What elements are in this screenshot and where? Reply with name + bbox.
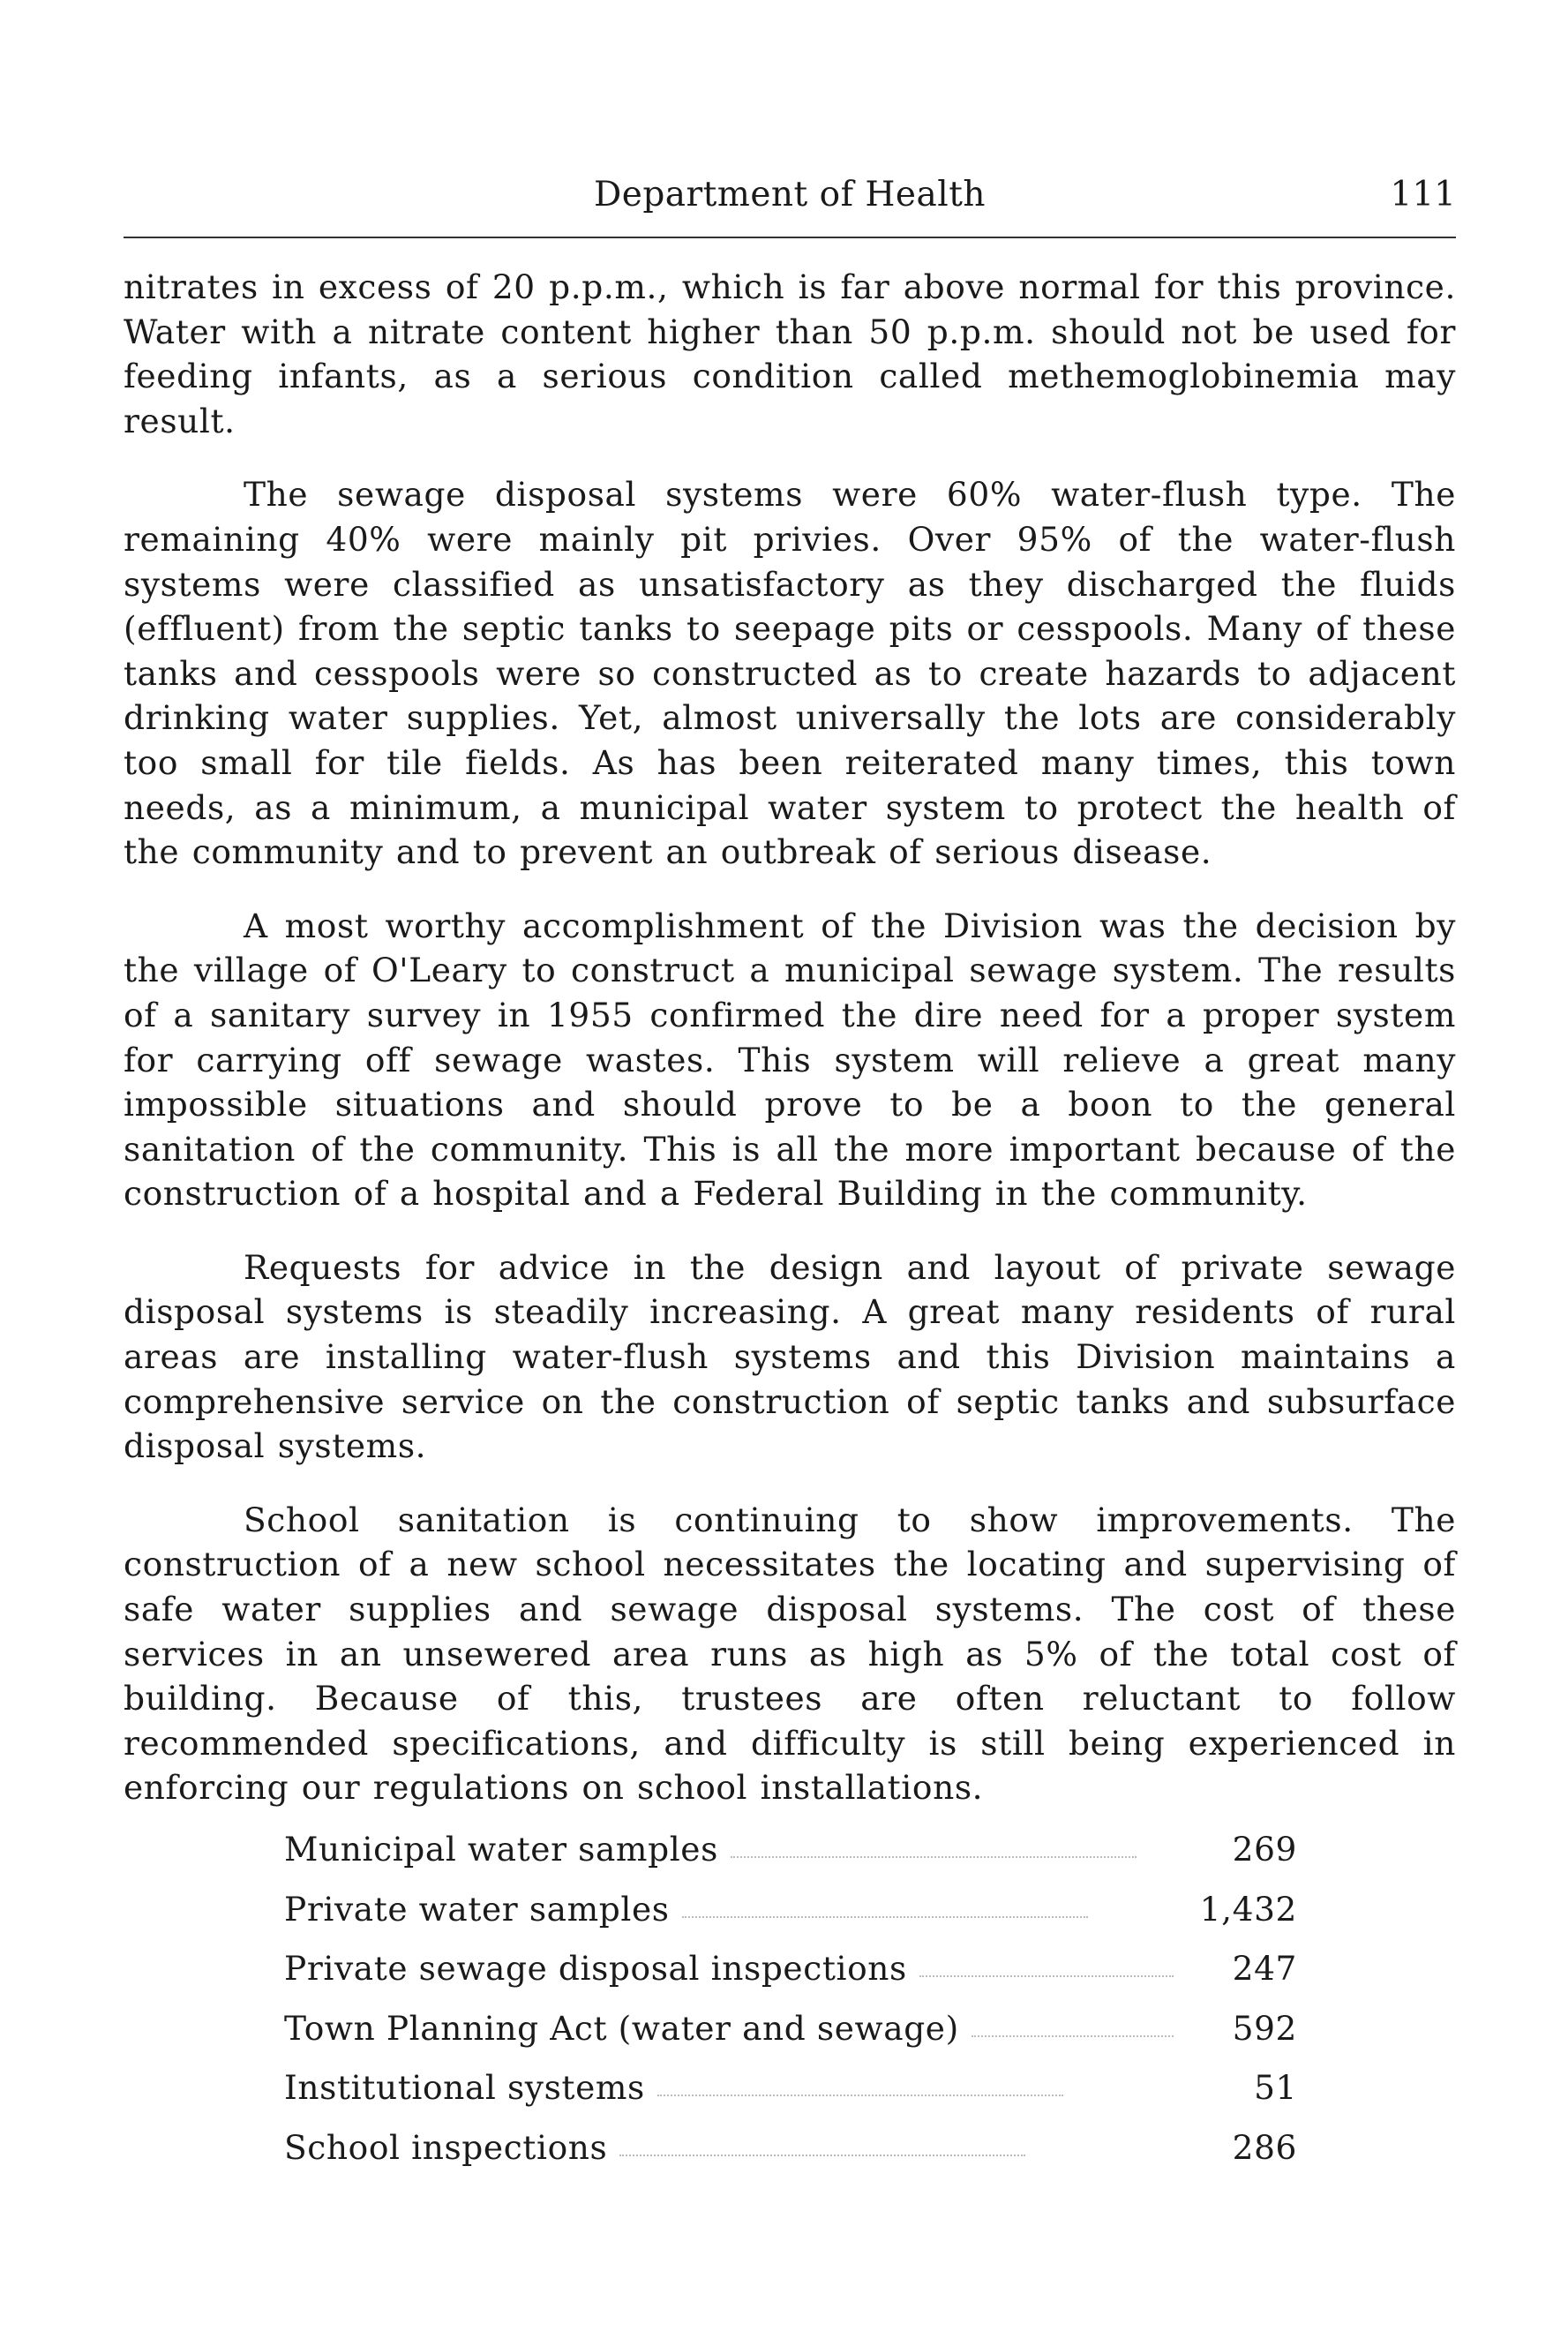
stat-value: 247 [1232,1949,1297,1988]
stat-label: Private water samples [284,1889,670,1929]
dot-leader [657,2095,1063,2096]
stat-value: 286 [1232,2127,1297,2167]
stat-row [284,2068,1297,2128]
stat-value: 592 [1232,2008,1297,2048]
stat-row [284,1830,1297,1890]
paragraph-school-sanitation: School sanitation is continuing to show improvements. The construction of a new school necessitates the locating and supervising of safe water supplies and sewage disposal systems. The cost of these services in an unsewered area runs as high as 5% of the total cost of building. Because of this, trustees are often reluctant to follow recommended specifications, and difficulty is still being experienced in enforcing our regulations on school installations. [124,1500,1456,1808]
dot-leader [972,2035,1174,2037]
header-rule [124,237,1456,238]
running-title: Department of Health [593,175,987,214]
paragraph-requests: Requests for advice in the design and layout of private sewage disposal systems is steadily increasing. A great many residents of rural areas are installing water-flush systems and this Division maintains a comprehensive service on the construction of septic tanks and subsurface disposal systems. [124,1247,1456,1466]
statistics-list [284,1830,1297,2187]
stat-value: 1,432 [1199,1889,1297,1929]
body-text [124,265,1456,1839]
paragraph-sewage-disposal: The sewage disposal systems were 60% water-flush type. The remaining 40% were mainly pit privies. Over 95% of the water-flush systems were classified as unsatisfactory as they discharged the fluids (effluent) from the septic tanks to seepage pits or cesspools. Many of these tanks and cesspools were so constructed as to create hazards to adjacent drinking water supplies. Yet, almost universally the lots are considerably too small for tile fields. As has been reiterated many times, this town needs, as a minimum, a municipal water system to protect the health of the community and to prevent an outbreak of serious disease. [124,475,1456,872]
stat-row [284,2128,1297,2188]
stat-label: Institutional systems [284,2068,645,2107]
dot-leader [731,1856,1137,1858]
stat-row [284,1949,1297,2009]
stat-label: Private sewage disposal inspections [284,1949,907,1988]
stat-row [284,1890,1297,1950]
stat-label: Town Planning Act (water and sewage) [284,2008,959,2048]
stat-label: Municipal water samples [284,1830,718,1869]
dot-leader [919,1975,1174,1977]
running-head [124,175,1456,228]
page-number: 111 [1390,175,1456,214]
stat-value: 51 [1254,2068,1297,2107]
stat-row [284,2009,1297,2069]
paragraph-oleary: A most worthy accomplishment of the Division was the decision by the village of O'Leary to construct a municipal sewage system. The results of a sanitary survey in 1955 confirmed the dire need for a proper system for carrying off sewage wastes. This system will relieve a great many impossible situations and should prove to be a boon to the general sanitation of the community. This is all the more important because of the construction of a hospital and a Federal Building in the community. [124,906,1456,1214]
stat-value: 269 [1232,1830,1297,1869]
dot-leader [682,1916,1088,1918]
paragraph-nitrates: nitrates in excess of 20 p.p.m., which is far above normal for this province. Water with a nitrate content higher than 50 p.p.m. should not be used for feeding infants, as a serious condition called methemoglobinemia may result. [124,267,1456,440]
stat-label: School inspections [284,2127,608,2167]
dot-leader [619,2155,1025,2156]
